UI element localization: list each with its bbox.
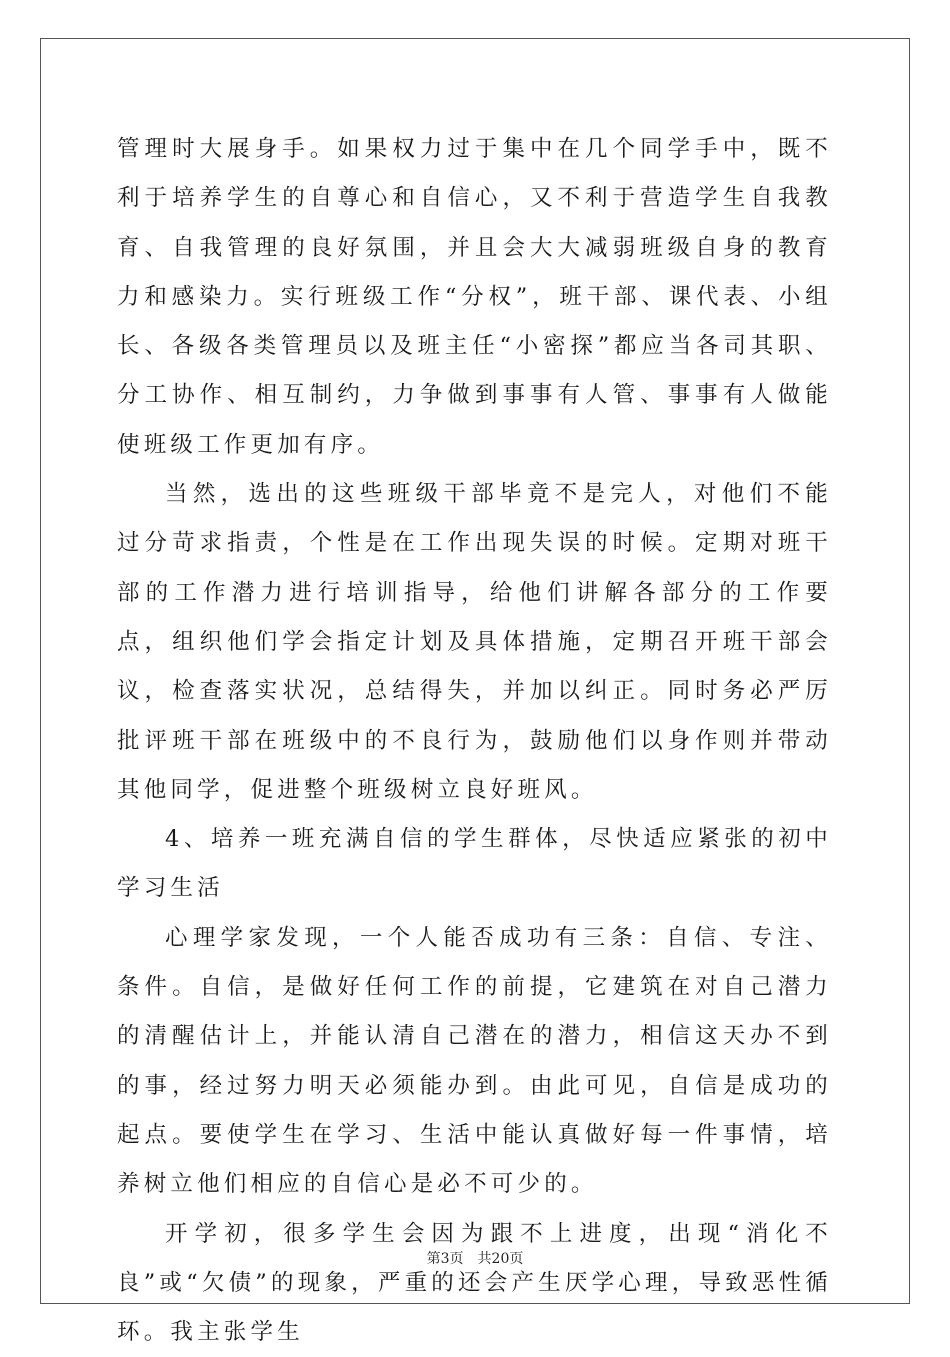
paragraph: 心理学家发现，一个人能否成功有三条：自信、专注、条件。自信，是做好任何工作的前提，它建筑在对自己潜力的清醒估计上，并能认清自己潜在的潜力，相信这天办不到的事，经过努力明天必须能办到。由此可见，自信是成功的起点。要使学生在学习、生活中能认真做好每一件事情，培养树立他们相应的自信心是必不可少的。: [117, 924, 832, 1198]
paragraph: 开学初，很多学生会因为跟不上进度，出现“消化不良”或“欠债”的现象，严重的还会产生厌学心理，导致恶性循环。我主张学生: [117, 1220, 832, 1346]
document-body: [117, 125, 832, 1357]
page-number: 第3页: [426, 1251, 464, 1267]
paragraph: 当然，选出的这些班级干部毕竟不是完人，对他们不能过分苛求指责，个性是在工作出现失误的时候。定期对班干部的工作潜力进行培训指导，给他们讲解各部分的工作要点，组织他们学会指定计划及具体措施，定期召开班干部会议，检查落实状况，总结得失，并加以纠正。同时务必严厉批评班干部在班级中的不良行为，鼓励他们以身作则并带动其他同学，促进整个班级树立良好班风。: [117, 481, 832, 803]
section-heading: 4、培养一班充满自信的学生群体，尽快适应紧张的初中学习生活: [117, 826, 832, 902]
total-pages: 共20页: [477, 1251, 524, 1267]
page-footer: [0, 1248, 950, 1268]
paragraph: 管理时大展身手。如果权力过于集中在几个同学手中，既不利于培养学生的自尊心和自信心，又不利于营造学生自我教育、自我管理的良好氛围，并且会大大减弱班级自身的教育力和感染力。实行班级工作“分权”，班干部、课代表、小组长、各级各类管理员以及班主任“小密探”都应当各司其职、分工协作、相互制约，力争做到事事有人管、事事有人做能使班级工作更加有序。: [117, 136, 832, 458]
